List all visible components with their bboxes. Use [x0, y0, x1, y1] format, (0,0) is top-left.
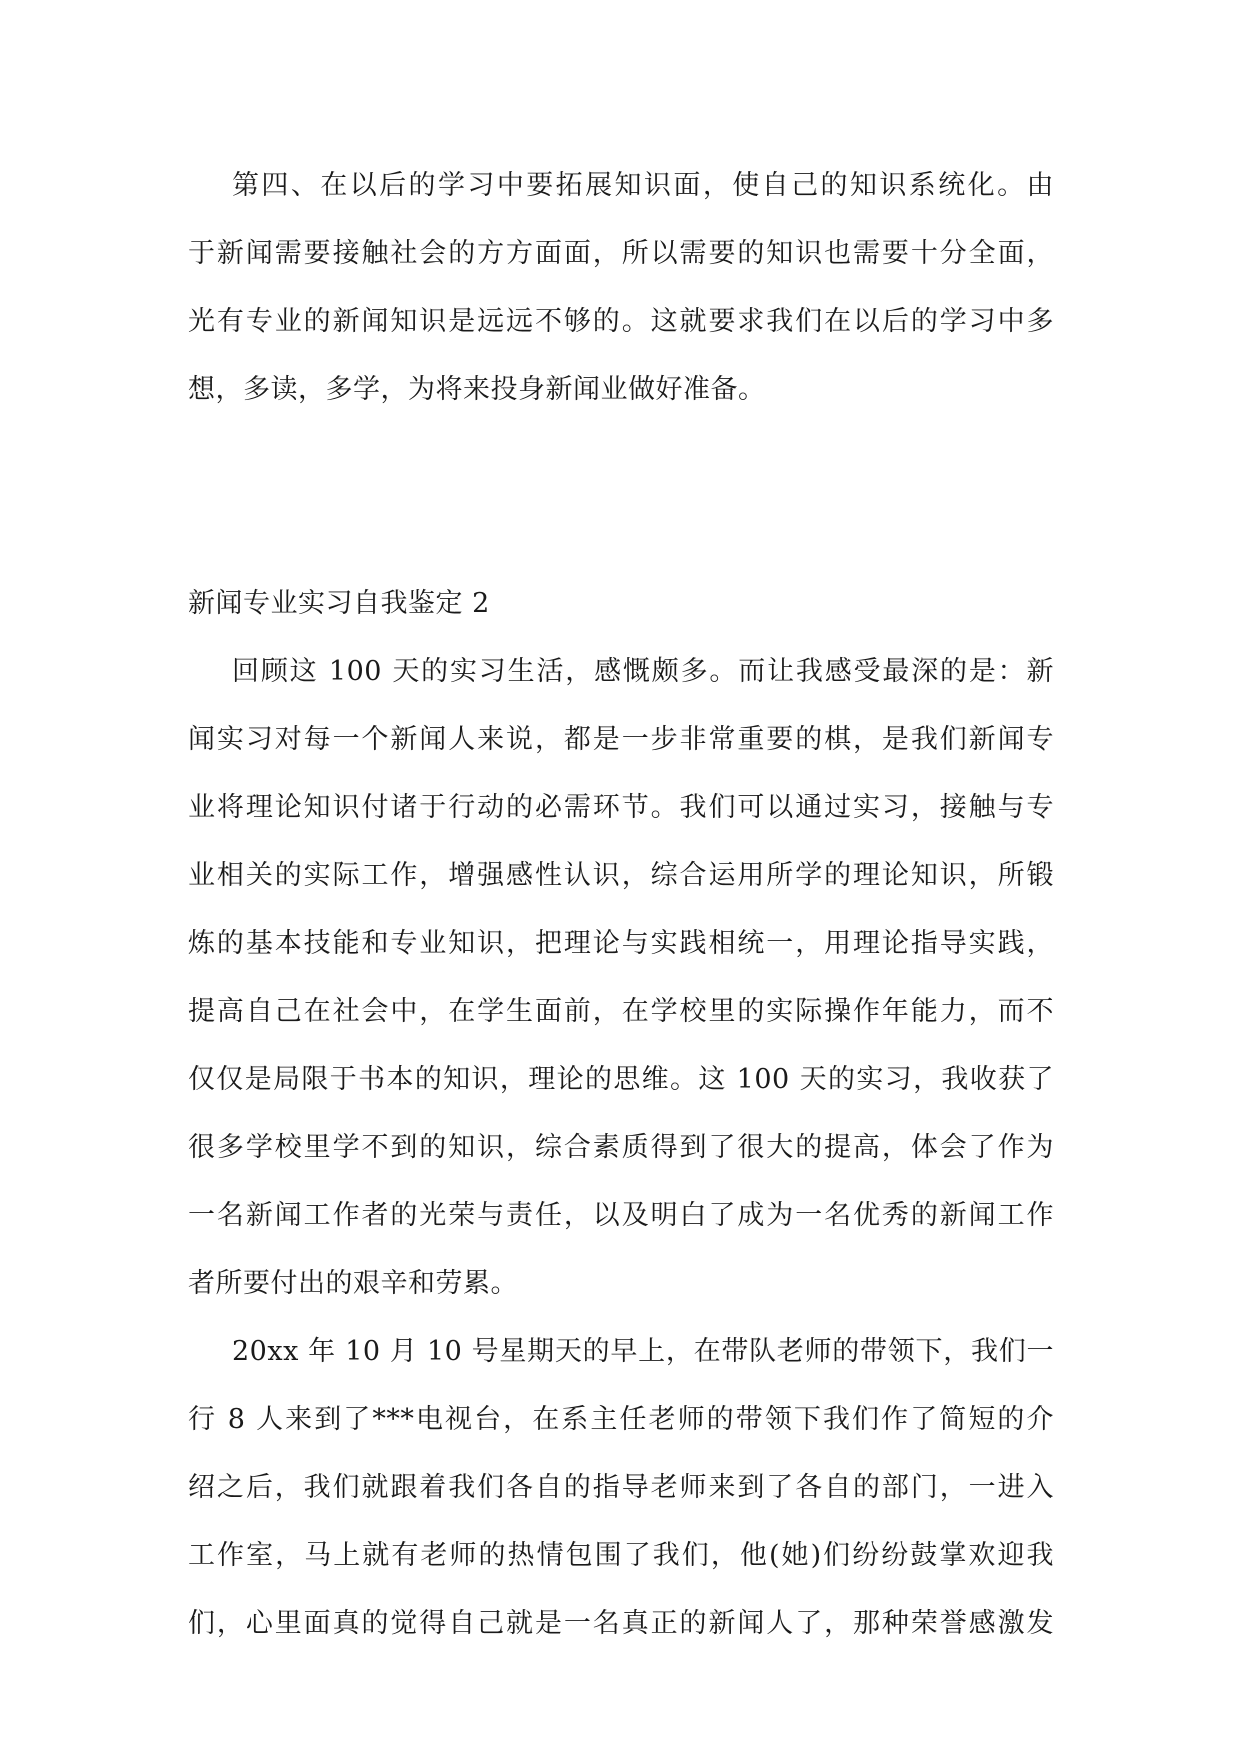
document-body	[188, 152, 1054, 1658]
text-line: 绍之后，我们就跟着我们各自的指导老师来到了各自的部门，一进入	[188, 1472, 1054, 1503]
text-line: 20xx 年 10 月 10 号星期天的早上，在带队老师的带领下，我们一	[232, 1336, 1054, 1367]
text-line: 回顾这 100 天的实习生活，感慨颇多。而让我感受最深的是：新	[232, 656, 1054, 687]
paragraph-knowledge	[188, 152, 1054, 424]
text-line: 提高自己在社会中，在学生面前，在学校里的实际操作年能力，而不	[188, 996, 1054, 1027]
text-line: 闻实习对每一个新闻人来说，都是一步非常重要的棋，是我们新闻专	[188, 724, 1054, 755]
text-line: 业将理论知识付诸于行动的必需环节。我们可以通过实习，接触与专	[188, 792, 1054, 823]
text-line: 光有专业的新闻知识是远远不够的。这就要求我们在以后的学习中多	[188, 306, 1054, 337]
text-line: 们，心里面真的觉得自己就是一名真正的新闻人了，那种荣誉感激发	[188, 1608, 1054, 1639]
paragraph-review	[188, 638, 1054, 1318]
text-line: 想，多读，多学，为将来投身新闻业做好准备。	[188, 374, 766, 405]
section-spacer	[188, 424, 1054, 570]
text-line: 很多学校里学不到的知识，综合素质得到了很大的提高，体会了作为	[188, 1132, 1054, 1163]
text-line: 一名新闻工作者的光荣与责任，以及明白了成为一名优秀的新闻工作	[188, 1200, 1054, 1231]
section-title: 新闻专业实习自我鉴定 2	[188, 588, 490, 619]
text-line: 仅仅是局限于书本的知识，理论的思维。这 100 天的实习，我收获了	[188, 1064, 1054, 1095]
text-line: 工作室，马上就有老师的热情包围了我们，他(她)们纷纷鼓掌欢迎我	[188, 1540, 1054, 1571]
text-line: 行 8 人来到了***电视台，在系主任老师的带领下我们作了简短的介	[188, 1404, 1054, 1435]
paragraph-arrival	[188, 1318, 1054, 1658]
text-line: 第四、在以后的学习中要拓展知识面，使自己的知识系统化。由	[232, 170, 1054, 201]
text-line: 于新闻需要接触社会的方方面面，所以需要的知识也需要十分全面，	[188, 238, 1054, 269]
text-line: 业相关的实际工作，增强感性认识，综合运用所学的理论知识，所锻	[188, 860, 1054, 891]
text-line: 炼的基本技能和专业知识，把理论与实践相统一，用理论指导实践，	[188, 928, 1054, 959]
text-line: 者所要付出的艰辛和劳累。	[188, 1268, 518, 1299]
